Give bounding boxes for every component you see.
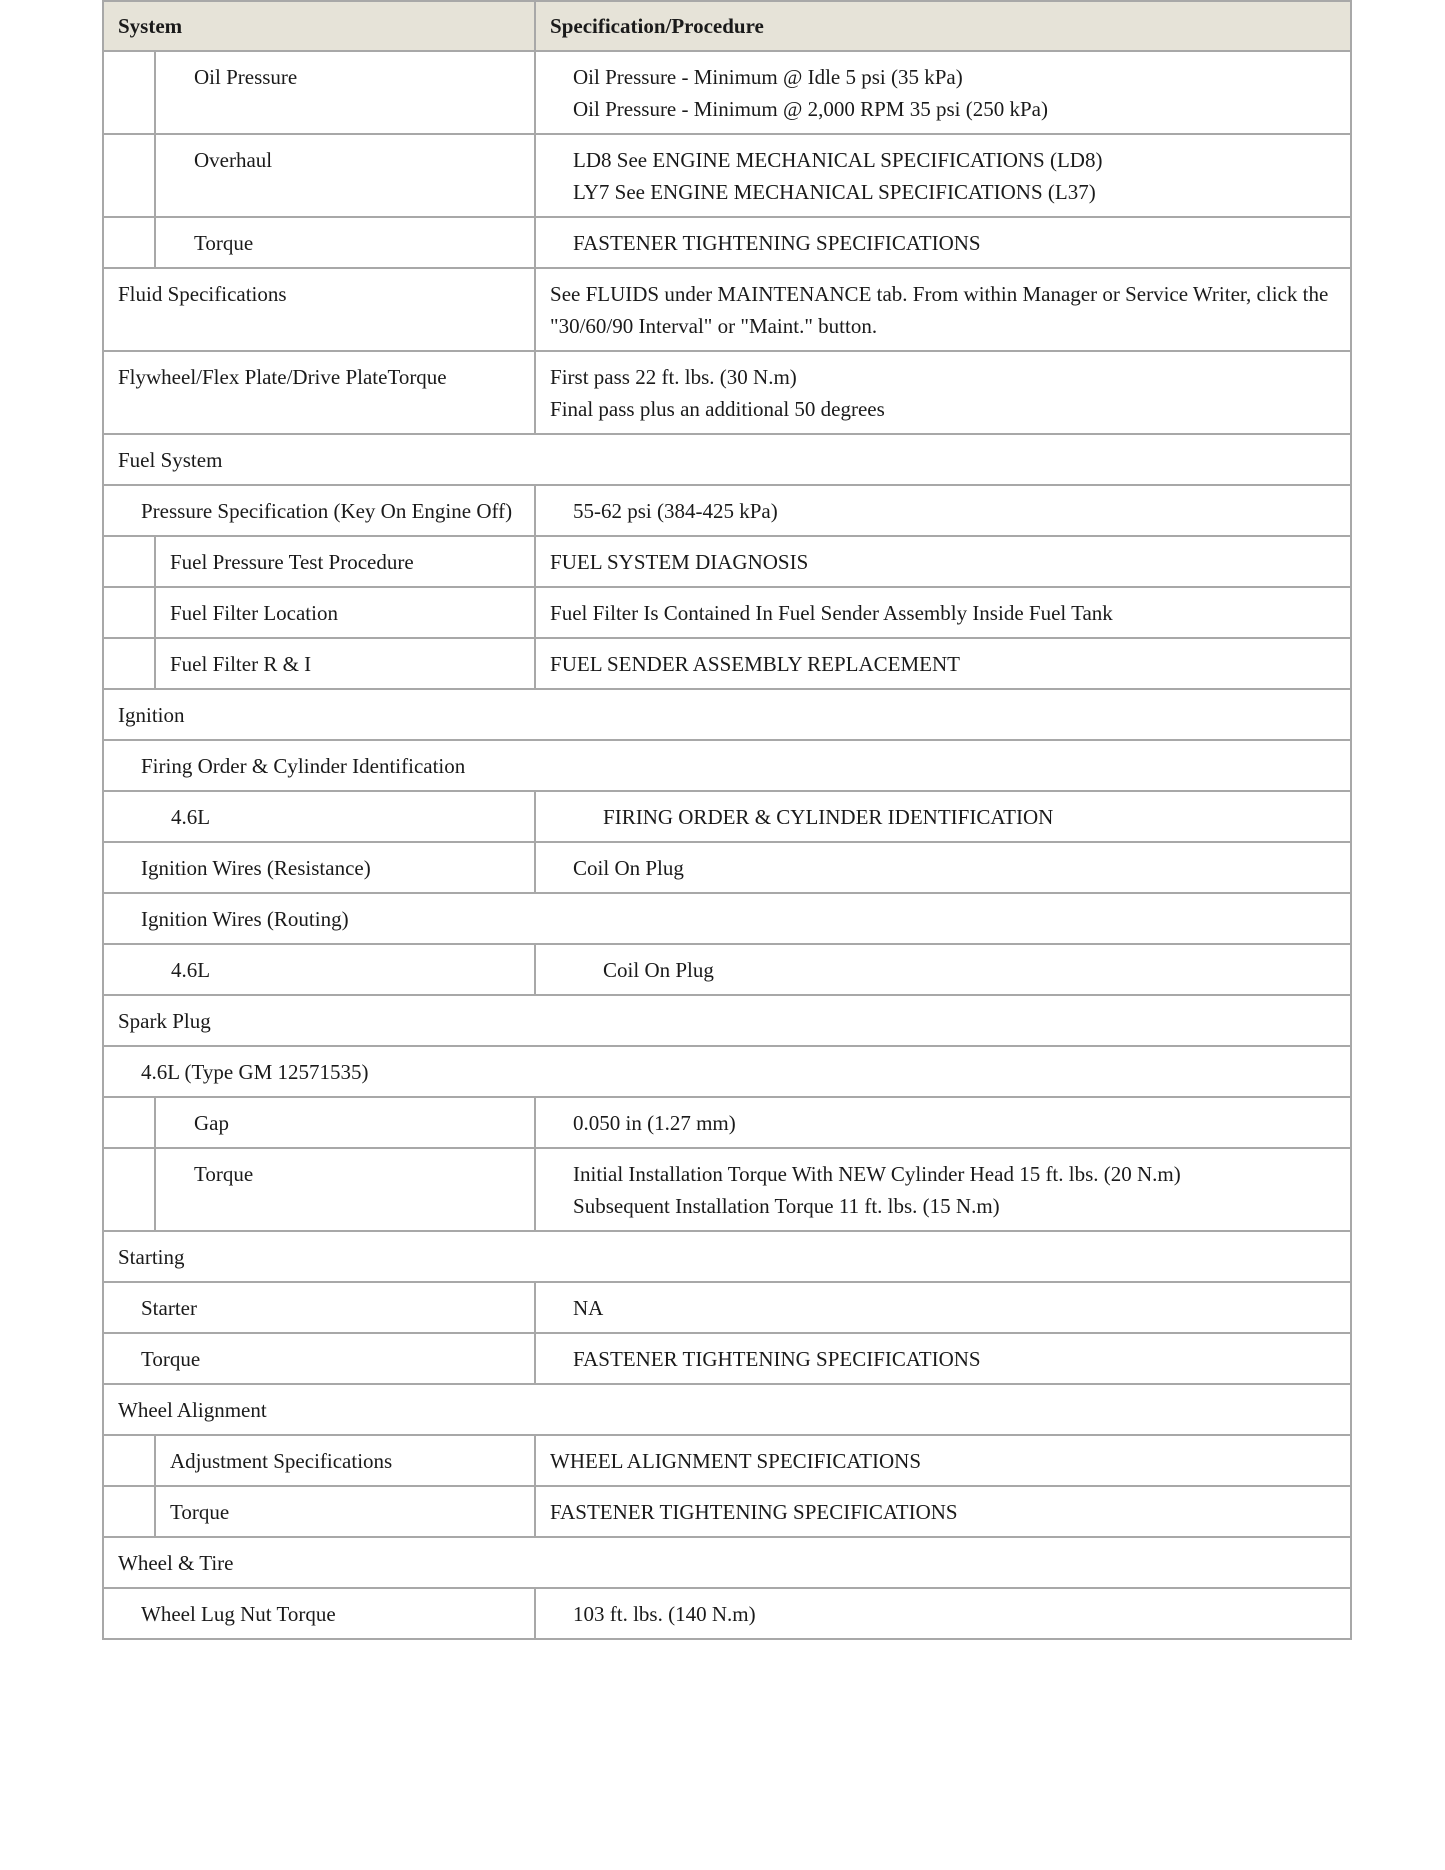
section-heading: Wheel & Tire	[103, 1537, 1351, 1588]
system-label: Fuel Filter Location	[155, 587, 535, 638]
specification-value	[535, 1486, 1351, 1537]
section-row	[103, 740, 1351, 791]
specification-value	[535, 1097, 1351, 1148]
system-label: Ignition Wires (Resistance)	[103, 842, 535, 893]
indent-spacer-cell	[103, 1486, 155, 1537]
specification-line: FUEL SYSTEM DIAGNOSIS	[550, 550, 809, 574]
table-row	[103, 1282, 1351, 1333]
section-heading: Firing Order & Cylinder Identification	[103, 740, 1351, 791]
system-label: Wheel Lug Nut Torque	[103, 1588, 535, 1639]
system-label: Torque	[103, 1333, 535, 1384]
table-row	[103, 351, 1351, 434]
table-row	[103, 51, 1351, 134]
specification-value	[535, 587, 1351, 638]
table-row	[103, 1148, 1351, 1231]
table-row	[103, 485, 1351, 536]
specification-value	[535, 217, 1351, 268]
table-row	[103, 1486, 1351, 1537]
specifications-table	[102, 0, 1352, 1640]
specification-line: FIRING ORDER & CYLINDER IDENTIFICATION	[603, 805, 1054, 829]
section-row	[103, 1231, 1351, 1282]
specification-value	[535, 134, 1351, 217]
specification-value	[535, 536, 1351, 587]
specification-line: Coil On Plug	[573, 856, 684, 880]
table-body	[103, 51, 1351, 1639]
specification-value	[535, 268, 1351, 351]
table-row	[103, 1333, 1351, 1384]
system-label: Fluid Specifications	[103, 268, 535, 351]
system-label: Flywheel/Flex Plate/Drive PlateTorque	[103, 351, 535, 434]
specification-value	[535, 1148, 1351, 1231]
specification-value	[535, 842, 1351, 893]
section-row	[103, 434, 1351, 485]
specification-value	[535, 1333, 1351, 1384]
indent-spacer-cell	[103, 51, 155, 134]
table-row	[103, 134, 1351, 217]
system-label: Torque	[155, 1148, 535, 1231]
table-row	[103, 536, 1351, 587]
specification-line: Oil Pressure - Minimum @ Idle 5 psi (35 kPa)	[573, 65, 963, 89]
indent-spacer-cell	[103, 217, 155, 268]
system-label: Starter	[103, 1282, 535, 1333]
specification-line: LY7 See ENGINE MECHANICAL SPECIFICATIONS (L37)	[573, 180, 1096, 204]
table-header-row	[103, 1, 1351, 51]
section-heading: Wheel Alignment	[103, 1384, 1351, 1435]
system-label: Adjustment Specifications	[155, 1435, 535, 1486]
system-label: Oil Pressure	[155, 51, 535, 134]
section-row	[103, 689, 1351, 740]
table-row	[103, 1435, 1351, 1486]
specification-line: NA	[573, 1296, 604, 1320]
system-label: 4.6L	[103, 791, 535, 842]
specification-value	[535, 1588, 1351, 1639]
table-row	[103, 1588, 1351, 1639]
specification-line: 103 ft. lbs. (140 N.m)	[573, 1602, 756, 1626]
system-label: Fuel Pressure Test Procedure	[155, 536, 535, 587]
specification-line: Oil Pressure - Minimum @ 2,000 RPM 35 psi (250 kPa)	[573, 97, 1048, 121]
specification-line: FUEL SENDER ASSEMBLY REPLACEMENT	[550, 652, 960, 676]
table-row	[103, 1097, 1351, 1148]
specification-line: Initial Installation Torque With NEW Cylinder Head 15 ft. lbs. (20 N.m)	[573, 1162, 1181, 1186]
system-label: Torque	[155, 1486, 535, 1537]
specification-value	[535, 638, 1351, 689]
section-row	[103, 995, 1351, 1046]
table-row	[103, 587, 1351, 638]
system-label: 4.6L	[103, 944, 535, 995]
indent-spacer-cell	[103, 587, 155, 638]
section-heading: 4.6L (Type GM 12571535)	[103, 1046, 1351, 1097]
specification-line: FASTENER TIGHTENING SPECIFICATIONS	[573, 1347, 981, 1371]
indent-spacer-cell	[103, 638, 155, 689]
indent-spacer-cell	[103, 1435, 155, 1486]
system-label: Gap	[155, 1097, 535, 1148]
table-row	[103, 791, 1351, 842]
table-row	[103, 268, 1351, 351]
section-heading: Ignition Wires (Routing)	[103, 893, 1351, 944]
section-heading: Ignition	[103, 689, 1351, 740]
specification-line: WHEEL ALIGNMENT SPECIFICATIONS	[550, 1449, 922, 1473]
section-row	[103, 1537, 1351, 1588]
header-specification: Specification/Procedure	[535, 1, 1351, 51]
specification-line: Fuel Filter Is Contained In Fuel Sender Assembly Inside Fuel Tank	[550, 601, 1113, 625]
indent-spacer-cell	[103, 1097, 155, 1148]
section-row	[103, 893, 1351, 944]
specification-value	[535, 1435, 1351, 1486]
system-label: Fuel Filter R & I	[155, 638, 535, 689]
indent-spacer-cell	[103, 1148, 155, 1231]
specification-line: Coil On Plug	[603, 958, 714, 982]
table-row	[103, 217, 1351, 268]
specification-value	[535, 485, 1351, 536]
specification-line: FASTENER TIGHTENING SPECIFICATIONS	[573, 231, 981, 255]
specification-line: See FLUIDS under MAINTENANCE tab. From within Manager or Service Writer, click the "30/60/90 Interval" or "Maint." button.	[550, 282, 1329, 338]
section-row	[103, 1046, 1351, 1097]
specification-value	[535, 944, 1351, 995]
table-row	[103, 944, 1351, 995]
system-label: Torque	[155, 217, 535, 268]
specification-line: Subsequent Installation Torque 11 ft. lbs. (15 N.m)	[573, 1194, 1000, 1218]
specification-line: 55-62 psi (384-425 kPa)	[573, 499, 778, 523]
section-row	[103, 1384, 1351, 1435]
specification-value	[535, 51, 1351, 134]
specification-value	[535, 351, 1351, 434]
specification-value	[535, 791, 1351, 842]
header-system: System	[103, 1, 535, 51]
specification-value	[535, 1282, 1351, 1333]
indent-spacer-cell	[103, 134, 155, 217]
specification-line: Final pass plus an additional 50 degrees	[550, 397, 885, 421]
specification-line: First pass 22 ft. lbs. (30 N.m)	[550, 365, 797, 389]
table-row	[103, 842, 1351, 893]
system-label: Pressure Specification (Key On Engine Off)	[103, 485, 535, 536]
table-row	[103, 638, 1351, 689]
section-heading: Starting	[103, 1231, 1351, 1282]
system-label: Overhaul	[155, 134, 535, 217]
indent-spacer-cell	[103, 536, 155, 587]
section-heading: Spark Plug	[103, 995, 1351, 1046]
specification-line: 0.050 in (1.27 mm)	[573, 1111, 736, 1135]
specification-line: FASTENER TIGHTENING SPECIFICATIONS	[550, 1500, 958, 1524]
specification-line: LD8 See ENGINE MECHANICAL SPECIFICATIONS (LD8)	[573, 148, 1103, 172]
section-heading: Fuel System	[103, 434, 1351, 485]
